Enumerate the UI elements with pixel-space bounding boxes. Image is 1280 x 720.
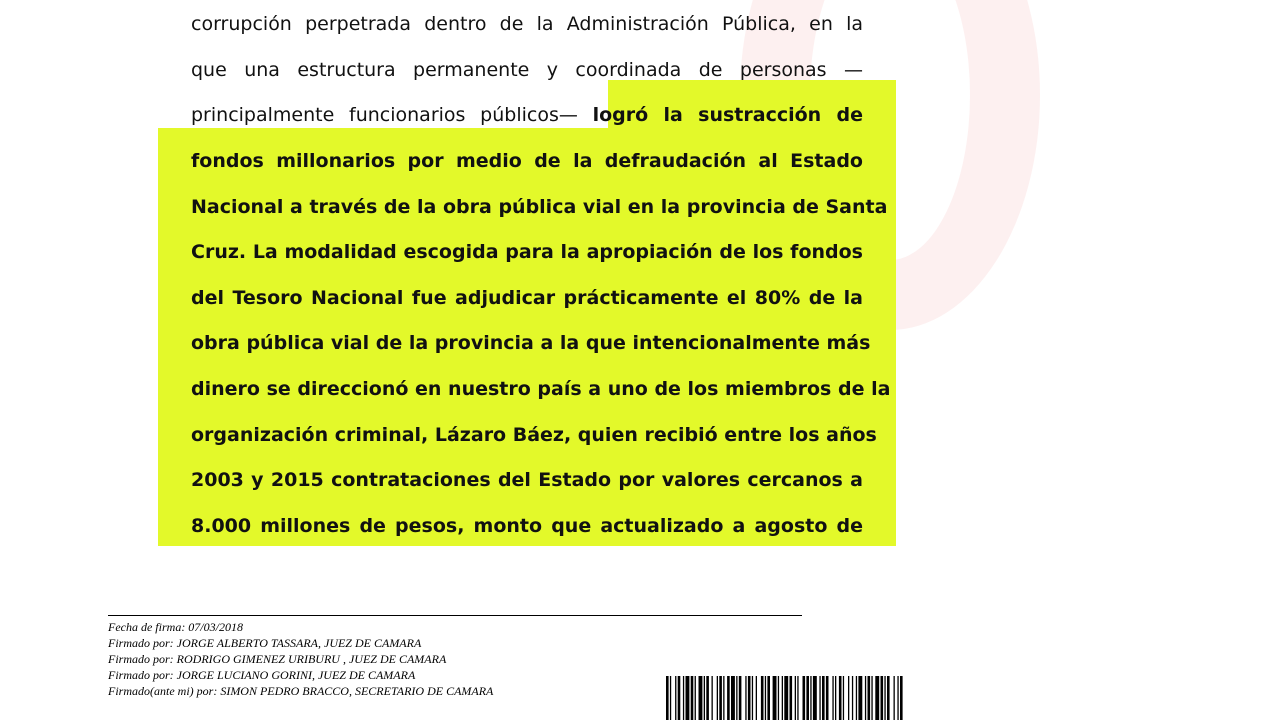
- body-line-5: Nacional a través de la obra pública vial en la provincia de Santa: [191, 196, 888, 218]
- footer-divider: [108, 615, 802, 616]
- barcode-bar: [748, 676, 751, 720]
- barcode-bar: [739, 676, 742, 720]
- barcode-bar: [704, 676, 705, 720]
- barcode-bar: [752, 676, 753, 720]
- barcode-bar: [832, 676, 833, 720]
- barcode-bar: [865, 676, 866, 720]
- barcode-bar: [695, 676, 696, 720]
- barcode-bar: [852, 676, 853, 720]
- barcode-bar: [712, 676, 713, 720]
- barcode-bar: [683, 676, 684, 720]
- barcode-bar: [881, 676, 884, 720]
- barcode-bar: [810, 676, 811, 720]
- barcode-bar: [894, 676, 895, 720]
- barcode-bar: [723, 676, 724, 720]
- barcode-bar: [784, 676, 788, 720]
- barcode-bar: [826, 676, 829, 720]
- barcode-bar: [843, 676, 844, 720]
- barcode-bar: [839, 676, 842, 720]
- barcode-bar: [736, 676, 737, 720]
- barcode-bar: [706, 676, 709, 720]
- barcode-bar: [875, 676, 879, 720]
- barcode-bar: [795, 676, 796, 720]
- barcode-bar: [767, 676, 770, 720]
- barcode-bar: [887, 676, 890, 720]
- body-line-3-normal: principalmente funcionarios públicos—: [191, 104, 593, 126]
- barcode-bar: [675, 676, 676, 720]
- body-line-6: Cruz. La modalidad escogida para la apropiación de los fondos: [191, 241, 863, 263]
- signature-4: Firmado(ante mi) por: SIMON PEDRO BRACCO, SECRETARIO DE CAMARA: [108, 684, 494, 698]
- body-line-3-bold: logró la sustracción de: [592, 104, 863, 126]
- barcode-bar: [790, 676, 793, 720]
- barcode-bar: [719, 676, 722, 720]
- signature-3: Firmado por: JORGE LUCIANO GORINI, JUEZ DE CAMARA: [108, 668, 416, 682]
- barcode-bar: [822, 676, 825, 720]
- barcode-bar: [745, 676, 746, 720]
- signature-1: Firmado por: JORGE ALBERTO TASSARA, JUEZ DE CAMARA: [108, 636, 422, 650]
- barcode-bar: [761, 676, 764, 720]
- barcode-bar: [803, 676, 806, 720]
- barcode-bar: [727, 676, 730, 720]
- barcode-bar: [797, 676, 798, 720]
- barcode-bar: [666, 676, 669, 720]
- barcode-bar: [773, 676, 777, 720]
- barcode-bar: [900, 676, 903, 720]
- barcode-bar: [897, 676, 898, 720]
- barcode-bar: [670, 676, 671, 720]
- barcode-bar: [782, 676, 783, 720]
- body-line-4: fondos millonarios por medio de la defraudación al Estado: [191, 150, 863, 172]
- body-line-2: que una estructura permanente y coordinada de personas —: [191, 59, 863, 81]
- signature-2: Firmado por: RODRIGO GIMENEZ URIBURU , JUEZ DE CAMARA: [108, 652, 447, 666]
- barcode-bar: [835, 676, 836, 720]
- body-line-1: corrupción perpetrada dentro de la Administración Pública, en la: [191, 13, 863, 35]
- body-line-11: 2003 y 2015 contrataciones del Estado por valores cercanos a: [191, 469, 863, 491]
- barcode-bar: [765, 676, 766, 720]
- barcode-icon: [666, 676, 1140, 720]
- barcode-bar: [691, 676, 694, 720]
- barcode-bar: [813, 676, 817, 720]
- barcode-bar: [778, 676, 779, 720]
- barcode-bar: [756, 676, 757, 720]
- barcode-bar: [884, 676, 885, 720]
- barcode-bar: [819, 676, 820, 720]
- body-line-3: [191, 102, 863, 128]
- body-line-9: dinero se direccionó en nuestro país a uno de los miembros de la: [191, 378, 891, 400]
- barcode-bar: [858, 676, 862, 720]
- signature-date: Fecha de firma: 07/03/2018: [108, 620, 243, 634]
- barcode-bar: [686, 676, 690, 720]
- barcode-bar: [806, 676, 809, 720]
- barcode-bar: [699, 676, 703, 720]
- barcode-bar: [717, 676, 718, 720]
- body-line-7: del Tesoro Nacional fue adjudicar prácticamente el 80% de la: [191, 287, 863, 309]
- barcode-bar: [731, 676, 735, 720]
- barcode-bar: [848, 676, 849, 720]
- body-line-8: obra pública vial de la provincia a la que intencionalmente más: [191, 332, 871, 354]
- barcode-bar: [856, 676, 857, 720]
- body-line-12: 8.000 millones de pesos, monto que actualizado a agosto de: [191, 515, 863, 537]
- barcode-bar: [678, 676, 681, 720]
- barcode-bar: [871, 676, 872, 720]
- body-line-10: organización criminal, Lázaro Báez, quien recibió entre los años: [191, 424, 877, 446]
- barcode-bar: [868, 676, 871, 720]
